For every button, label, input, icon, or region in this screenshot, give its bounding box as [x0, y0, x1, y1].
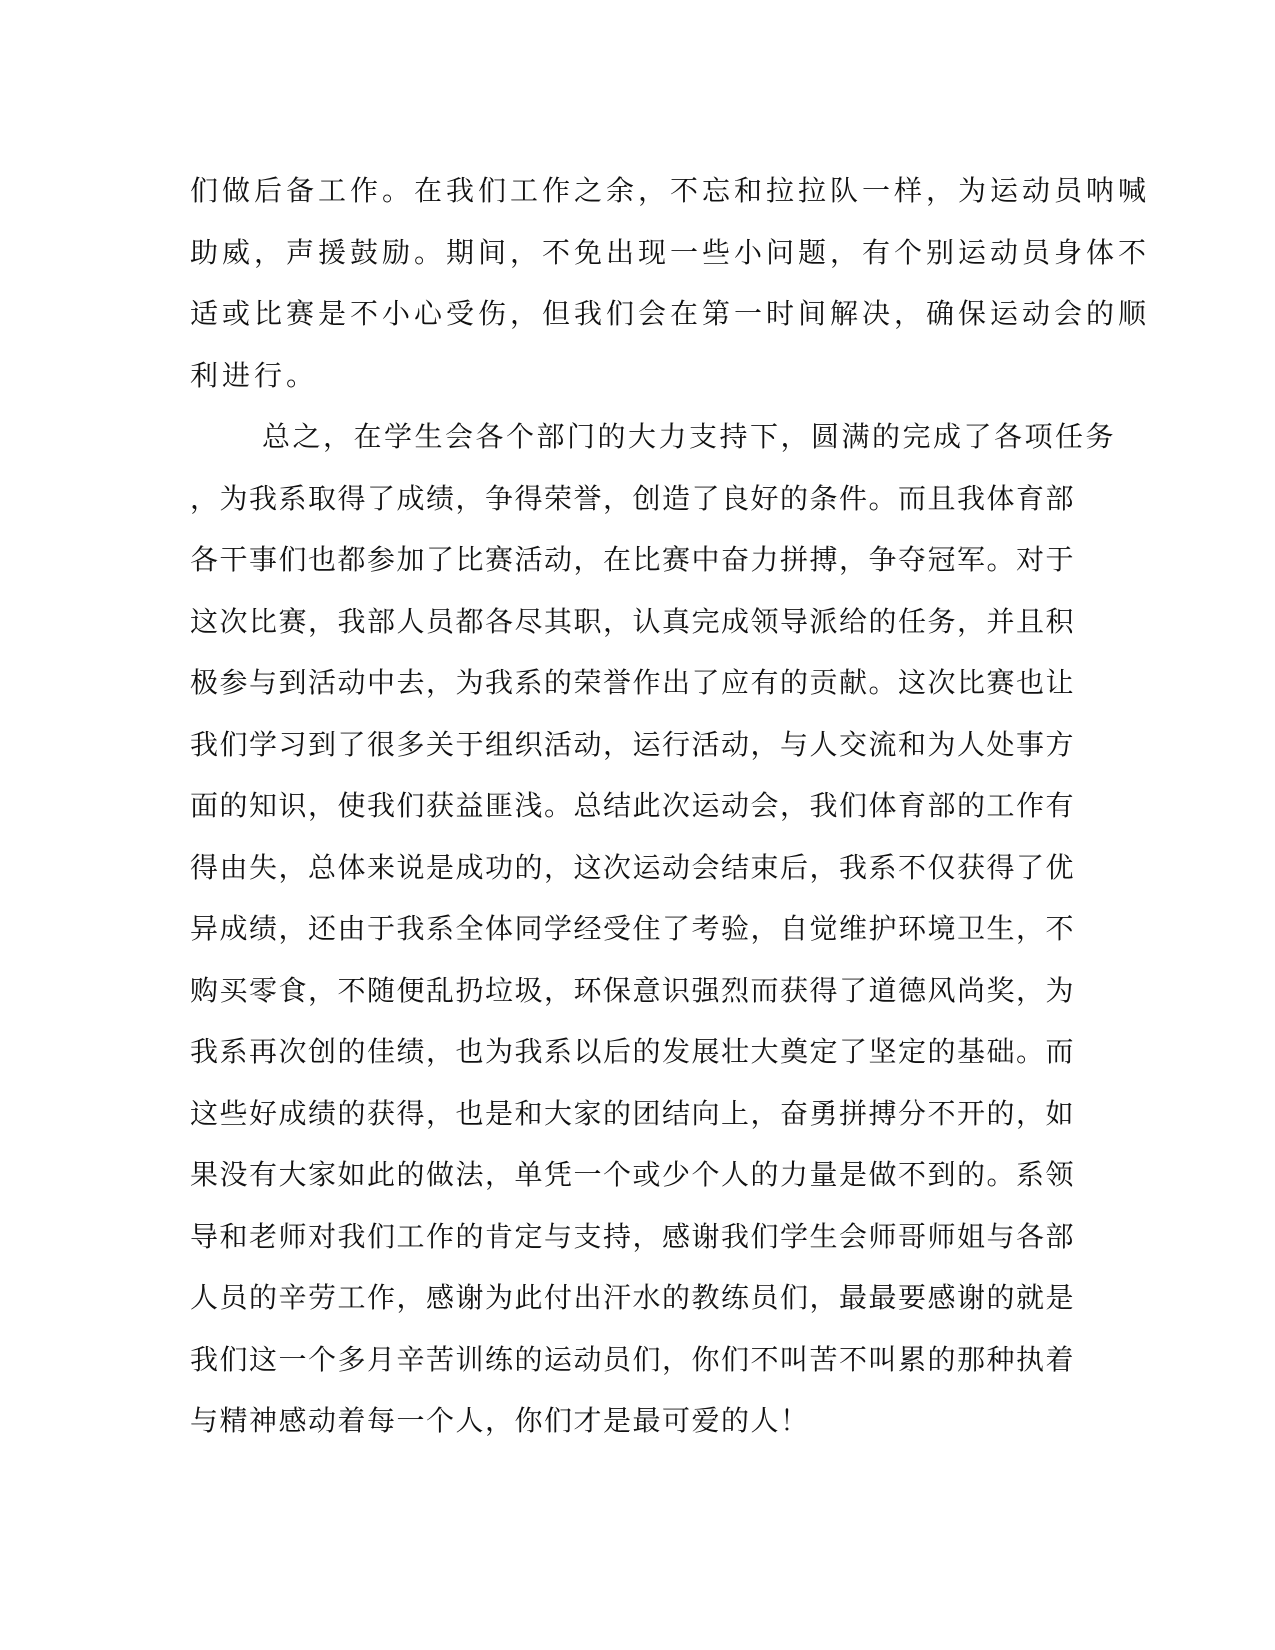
text-line: 适或比赛是不小心受伤，但我们会在第一时间解决，确保运动会的顺 [190, 297, 1151, 330]
text-line: 利进行。 [190, 358, 319, 392]
paragraph-2 [190, 406, 1117, 1452]
body-text [190, 160, 1151, 1452]
text-line: 面的知识，使我们获益匪浅。总结此次运动会，我们体育部的工作有 [190, 789, 1076, 822]
text-line: 购买零食，不随便乱扔垃圾，环保意识强烈而获得了道德风尚奖，为 [190, 973, 1076, 1007]
text-line: 这些好成绩的获得，也是和大家的团结向上，奋勇拼搏分不开的，如 [190, 1096, 1076, 1130]
text-line: 总之，在学生会各个部门的大力支持下，圆满的完成了各项任务 [262, 420, 1117, 453]
text-line: 们做后备工作。在我们工作之余，不忘和拉拉队一样，为运动员呐喊 [190, 174, 1151, 207]
text-line: 我系再次创的佳绩，也为我系以后的发展壮大奠定了坚定的基础。而 [190, 1035, 1076, 1068]
text-line: 导和老师对我们工作的肯定与支持，感谢我们学生会师哥师姐与各部 [190, 1219, 1076, 1253]
text-line: 助威，声援鼓励。期间，不免出现一些小问题，有个别运动员身体不 [190, 235, 1151, 269]
text-line: 与精神感动着每一个人，你们才是最可爱的人！ [190, 1404, 810, 1437]
text-line: 极参与到活动中去，为我系的荣誉作出了应有的贡献。这次比赛也让 [190, 666, 1076, 699]
text-line: 人员的辛劳工作，感谢为此付出汗水的教练员们，最最要感谢的就是 [190, 1281, 1076, 1314]
text-line: 异成绩，还由于我系全体同学经受住了考验，自觉维护环境卫生，不 [190, 912, 1076, 945]
text-line: 我们学习到了很多关于组织活动，运行活动，与人交流和为人处事方 [190, 727, 1076, 761]
text-line: 得由失，总体来说是成功的，这次运动会结束后，我系不仅获得了优 [190, 850, 1076, 884]
text-line: 我们这一个多月辛苦训练的运动员们，你们不叫苦不叫累的那种执着 [190, 1342, 1076, 1376]
text-line: 各干事们也都参加了比赛活动，在比赛中奋力拼搏，争夺冠军。对于 [190, 543, 1076, 576]
text-line: ，为我系取得了成绩，争得荣誉，创造了良好的条件。而且我体育部 [190, 481, 1076, 515]
paragraph-1 [190, 160, 1151, 406]
text-line: 果没有大家如此的做法，单凭一个或少个人的力量是做不到的。系领 [190, 1158, 1076, 1191]
text-line: 这次比赛，我部人员都各尽其职，认真完成领导派给的任务，并且积 [190, 604, 1076, 638]
